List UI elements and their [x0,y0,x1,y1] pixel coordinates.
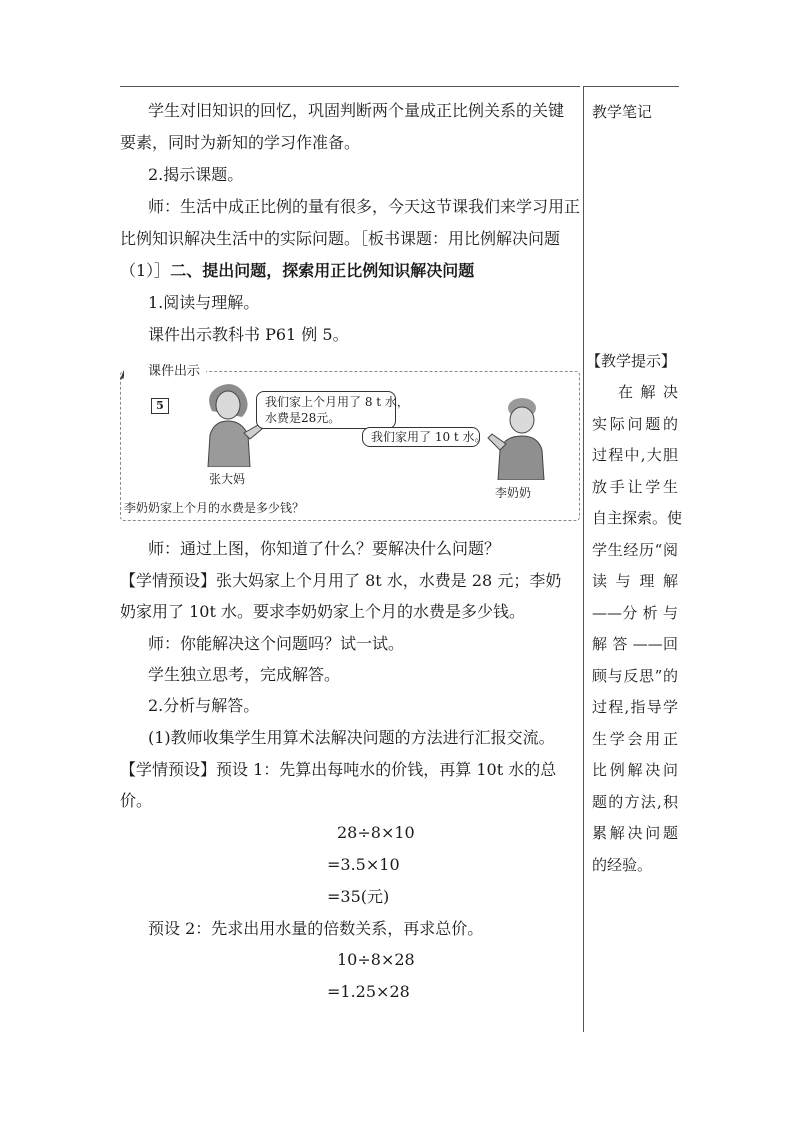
tip-line-14: 题的方法,积 [592,793,678,811]
paragraph-7-line-2: 奶家用了 10t 水。要求李奶奶家上个月的水费是多少钱。 [120,602,525,621]
equation-1-step-1: 28÷8×10 [337,823,415,842]
paragraph-11: (1)教师收集学生用算术法解决问题的方法进行汇报交流。 [148,728,555,747]
tip-line-13: 比例解决问 [592,761,678,779]
paragraph-7-line-1: 【学情预设】张大妈家上个月用了 8t 水，水费是 28 元；李奶 [120,571,562,590]
tip-line-6: 学生经历“阅 [592,541,678,559]
illustration-question: 李奶奶家上个月的水费是多少钱？ [124,501,305,515]
tip-line-9: 解 答 ——回 [592,635,678,653]
tip-line-7: 读 与 理 解 [592,572,678,590]
li-nainai-figure-icon [486,394,556,480]
paragraph-2: 2.揭示课题。 [148,165,244,184]
tips-title: 【教学提示】 [586,352,677,370]
paragraph-10: 2.分析与解答。 [148,696,260,715]
equation-1-step-2: =3.5×10 [327,855,400,874]
name-li: 李奶奶 [495,486,532,500]
paragraph-8: 师：你能解决这个问题吗？试一试。 [148,634,405,653]
tip-line-1: 在 解 决 [618,383,678,401]
paragraph-5: 课件出示教科书 P61 例 5。 [148,325,349,344]
section-heading-2: 二、提出问题，探索用正比例知识解决问题 [170,261,475,280]
paragraph-3-bracket: （1）］ [120,261,171,280]
name-zhang: 张大妈 [209,472,246,486]
tip-line-15: 累解决问题 [592,824,678,842]
tip-line-12: 生学会用正 [592,730,678,748]
equation-2-step-1: 10÷8×28 [337,950,415,969]
bubble-1-line-1: 我们家上个月用了 8 t 水， [265,395,409,409]
speech-bubble-zhang [256,391,409,429]
bubble-1-line-2: 水费是28元。 [265,411,341,425]
top-rule-side [583,86,679,87]
paragraph-1-line-2: 要素，同时为新知的学习作准备。 [120,133,361,152]
paragraph-13: 预设 2：先求出用水量的倍数关系，再求总价。 [148,919,484,938]
paragraph-9: 学生独立思考，完成解答。 [148,665,341,684]
example-number: 5 [151,398,169,414]
paragraph-4: 1.阅读与理解。 [148,293,260,312]
paragraph-12-line-1: 【学情预设】预设 1：先算出每吨水的价钱，再算 10t 水的总 [120,760,557,779]
paragraph-6: 师：通过上图，你知道了什么？要解决什么问题？ [148,539,501,558]
zhang-dama-figure-icon [196,381,266,467]
paragraph-12-line-2: 价。 [120,791,153,810]
speech-bubble-li: 我们家用了 10 t 水。 [362,427,480,447]
top-rule-main [120,86,580,87]
tip-line-2: 实际问题的 [592,415,678,433]
equation-2-step-2: =1.25×28 [327,982,410,1001]
paragraph-3-line-3 [120,261,580,281]
equation-1-step-3: =35(元) [327,887,390,906]
tip-line-3: 过程中,大胆 [592,446,678,464]
tip-line-10: 顾与反思”的 [592,667,678,685]
tip-line-4: 放手让学生 [592,478,678,496]
tip-line-11: 过程,指导学 [592,698,678,716]
paragraph-3-line-2: 比例知识解决生活中的实际问题。［板书课题：用比例解决问题 [120,229,561,248]
illustration-tag: 课件出示 [124,361,206,383]
tip-line-8: ——分 析 与 [592,604,678,622]
teaching-notes-title: 教学笔记 [592,103,653,121]
paragraph-1-line-1: 学生对旧知识的回忆，巩固判断两个量成正比例关系的关键 [148,101,565,120]
tip-line-5: 自主探索。使 [592,509,683,527]
column-divider [583,86,584,1032]
tip-line-16: 的经验。 [592,856,653,874]
paragraph-3-line-1: 师：生活中成正比例的量有很多，今天这节课我们来学习用正 [148,197,581,216]
